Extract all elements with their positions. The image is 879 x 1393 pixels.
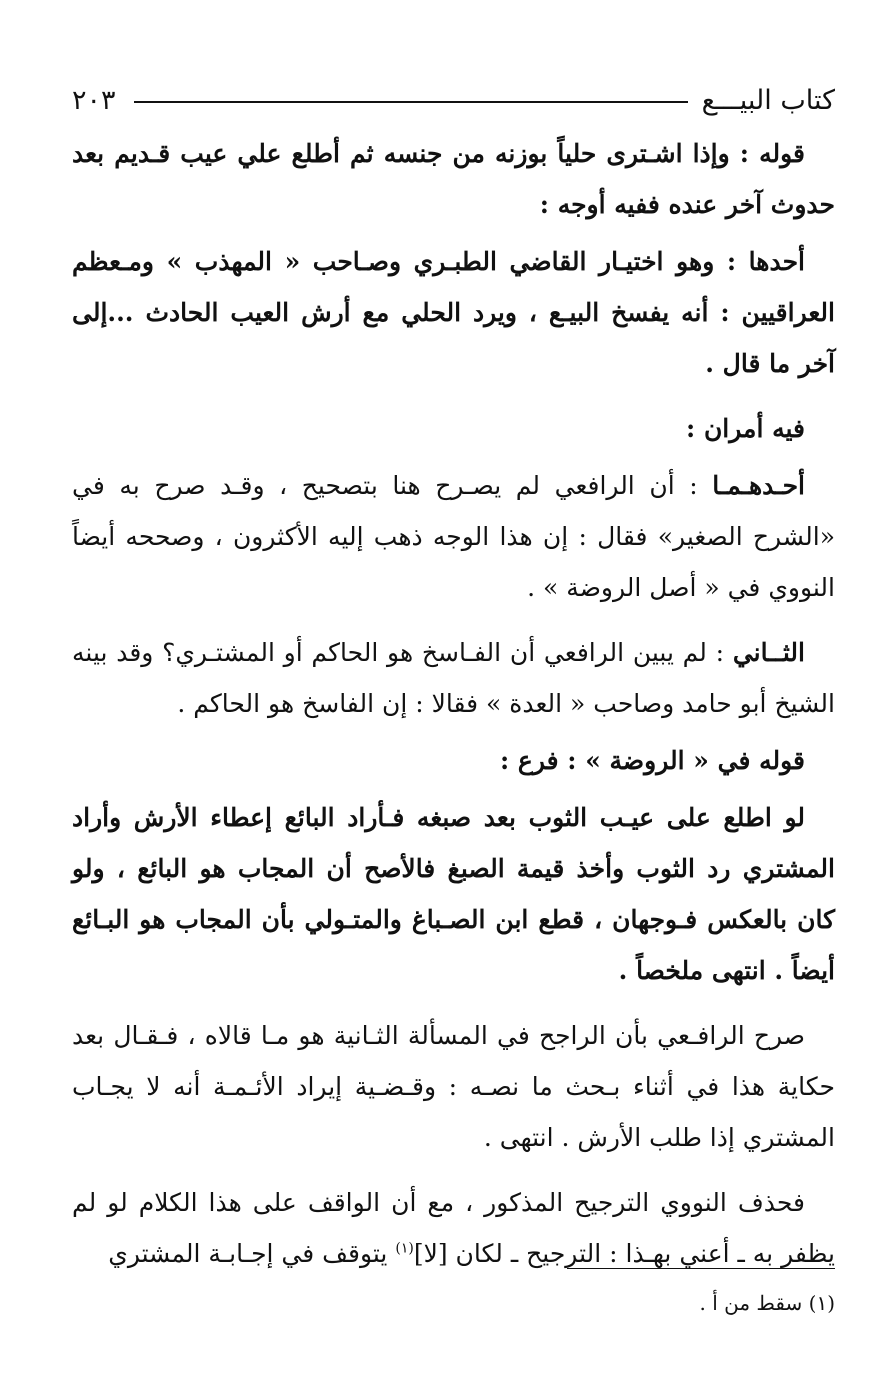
book-title: كتاب البيـــع (701, 84, 835, 116)
paragraph-4 (72, 460, 835, 613)
paragraph-5 (72, 627, 835, 729)
paragraph-2 (72, 236, 835, 389)
paragraph-text: فحذف النووي الترجيح المذكور ، مع أن الواقف على هذا الكلام لو لم يظفر به ـ أعني بهـذا : الترجيح ـ لكان [لا] (72, 1188, 835, 1268)
paragraph-6 (72, 735, 835, 786)
paragraph-text: فيه أمران : (686, 414, 805, 443)
paragraph-text: لو اطلع على عيـب الثوب بعد صبغه فـأراد البائع إعطاء الأرش وأراد المشتري رد الثوب وأخذ قيمة الصبغ فالأصح أن المجاب هو البائع ، ولو كان بالعكس فـوجهان ، قطع ابن الصـباغ والمتـولي بأن المجاب هو البـائع أيضاً . انتهى ملخصاً . (72, 803, 835, 985)
header-rule (134, 101, 688, 103)
paragraph-text: صرح الرافـعي بأن الراجح في المسألة الثـانية هو مـا قالاه ، فـقـال بعد حكاية هذا في أثناء بـحث ما نصـه : وقـضـية إيراد الأئـمـة أنه لا يجـاب المشتري إذا طلب الأرش . انتهى . (72, 1021, 835, 1152)
paragraph-1 (72, 128, 835, 230)
paragraph-text: قوله : وإذا اشـترى حلياً بوزنه من جنسه ثم أطلع علي عيب قـديم بعد حدوث آخر عنده ففيه أوجه : (72, 139, 835, 219)
paragraph-text: قوله في « الروضة » : فرع : (499, 746, 805, 775)
page-number: ٢٠٣ (72, 84, 116, 116)
paragraph-lead: الثــاني (732, 638, 805, 667)
footnote-marker: (١) (395, 1240, 414, 1257)
paragraph-text: يتوقف في إجـابـة المشتري (108, 1239, 396, 1268)
paragraph-9 (72, 1177, 835, 1279)
book-page (72, 78, 835, 1393)
paragraph-7 (72, 792, 835, 996)
paragraph-lead: أحـدهـمـا (712, 471, 805, 500)
running-header (72, 78, 835, 122)
paragraph-text: أحدها : وهو اختيـار القاضي الطبـري وصـاحب « المهذب » ومـعظم العراقيين : أنه يفسخ البيـع ، ويرد الحلي مع أرش العيب الحادث ...إلى آخر ما قال . (72, 247, 835, 378)
paragraph-8 (72, 1010, 835, 1163)
paragraph-text: : لم يبين الرافعي أن الفـاسخ هو الحاكم أو المشتـري؟ وقد بينه الشيخ أبو حامد وصاحب « العدة » فقالا : إن الفاسخ هو الحاكم . (72, 638, 835, 718)
paragraph-text: : أن الرافعي لم يصـرح هنا بتصحيح ، وقـد صرح به في «الشرح الصغير» فقال : إن هذا الوجه ذهب إليه الأكثرون ، وصححه أيضاً النووي في « أصل الروضة » . (72, 471, 835, 602)
footnote: (١) سقط من أ . (699, 1291, 835, 1315)
paragraph-3 (72, 403, 835, 454)
footnote-rule (567, 1268, 835, 1269)
body-text (72, 128, 835, 1279)
